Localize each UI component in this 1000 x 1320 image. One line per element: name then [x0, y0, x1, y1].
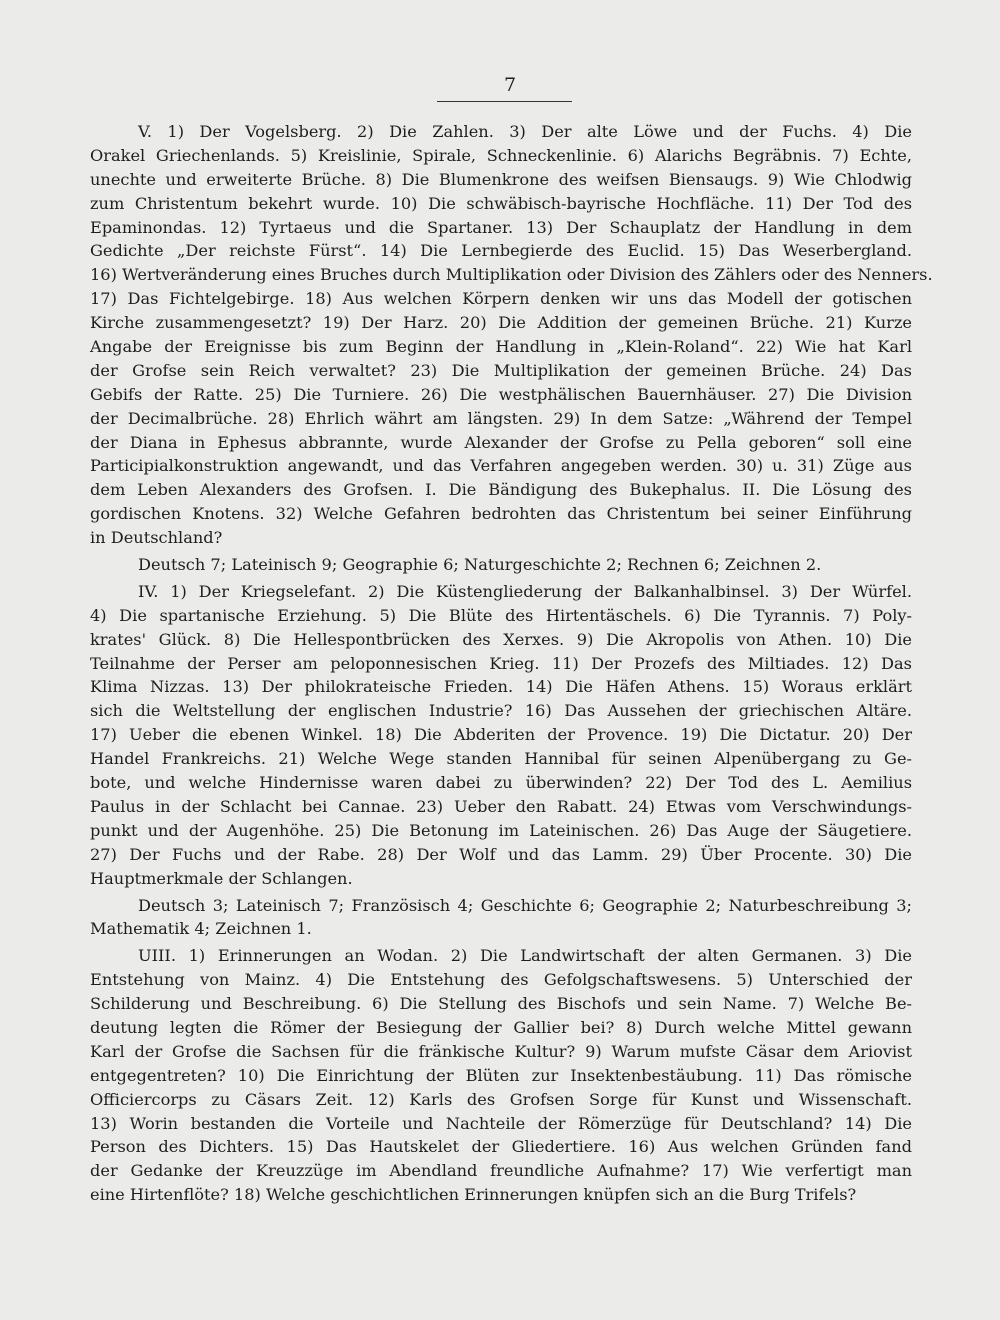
text-line: Teilnahme der Perser am peloponnesischen Krieg. 11) Der Prozefs des Miltiades. 12) Das	[90, 653, 912, 673]
text-line: 16) Wertveränderung eines Bruches durch Multiplikation oder Division des Zählers oder des Nenners.	[90, 265, 933, 285]
text-line: punkt und der Augenhöhe. 25) Die Betonung im Lateinischen. 26) Das Auge der Säugetiere.	[90, 820, 912, 840]
text-line: 17) Ueber die ebenen Winkel. 18) Die Abderiten der Provence. 19) Die Dictatur. 20) Der	[90, 725, 912, 745]
text-line: 13) Worin bestanden die Vorteile und Nachteile der Römerzüge für Deutschland? 14) Die	[90, 1113, 912, 1133]
text-line: Deutsch 7; Lateinisch 9; Geographie 6; Naturgeschichte 2; Rechnen 6; Zeichnen 2.	[138, 555, 822, 575]
text-line: Officiercorps zu Cäsars Zeit. 12) Karls des Grofsen Sorge für Kunst und Wissenschaft.	[90, 1089, 912, 1109]
text-line: 4) Die spartanische Erziehung. 5) Die Blüte des Hirtentäschels. 6) Die Tyrannis. 7) Poly-	[90, 605, 912, 625]
text-line: Paulus in der Schlacht bei Cannae. 23) Ueber den Rabatt. 24) Etwas vom Verschwindungs-	[90, 796, 912, 816]
text-line: Mathematik 4; Zeichnen 1.	[90, 919, 312, 939]
text-line: der Grofse sein Reich verwaltet? 23) Die Multiplikation der gemeinen Brüche. 24) Das	[90, 360, 912, 380]
text-line: in Deutschland?	[90, 528, 223, 548]
paragraph	[90, 553, 912, 577]
text-line: der Diana in Ephesus abbrannte, wurde Alexander der Grofse zu Pella geboren“ soll eine	[90, 432, 912, 452]
text-line: sich die Weltstellung der englischen Industrie? 16) Das Aussehen der griechischen Altäre.	[90, 701, 912, 721]
text-line: der Decimalbrüche. 28) Ehrlich währt am längsten. 29) In dem Satze: „Während der Tempel	[90, 408, 912, 428]
text-line: V. 1) Der Vogelsberg. 2) Die Zahlen. 3) Der alte Löwe und der Fuchs. 4) Die	[138, 122, 912, 141]
text-line: Angabe der Ereignisse bis zum Beginn der Handlung in „Klein-Roland“. 22) Wie hat Karl	[90, 337, 912, 357]
text-line: Entstehung von Mainz. 4) Die Entstehung des Gefolgschaftswesens. 5) Unterschied der	[90, 970, 912, 990]
text-line: Schilderung und Beschreibung. 6) Die Stellung des Bischofs und sein Name. 7) Welche Be-	[90, 994, 912, 1014]
text-line: Kirche zusammengesetzt? 19) Der Harz. 20) Die Addition der gemeinen Brüche. 21) Kurze	[90, 313, 912, 333]
text-line: deutung legten die Römer der Besiegung der Gallier bei? 8) Durch welche Mittel gewann	[90, 1017, 912, 1037]
text-line: Participialkonstruktion angewandt, und das Verfahren angegeben werden. 30) u. 31) Züge aus	[90, 456, 912, 476]
text-line: Handel Frankreichs. 21) Welche Wege standen Hannibal für seinen Alpenübergang zu Ge-	[90, 749, 912, 769]
text-line: Karl der Grofse die Sachsen für die fränkische Kultur? 9) Warum mufste Cäsar dem Ariovist	[90, 1041, 912, 1061]
text-line: unechte und erweiterte Brüche. 8) Die Blumenkrone des weifsen Biensaugs. 9) Wie Chlodwig	[90, 169, 912, 189]
text-line: 27) Der Fuchs und der Rabe. 28) Der Wolf und das Lamm. 29) Über Procente. 30) Die	[90, 844, 912, 864]
text-line: Hauptmerkmale der Schlangen.	[90, 868, 353, 888]
page-number: 7	[503, 74, 517, 96]
text-line: UIII. 1) Erinnerungen an Wodan. 2) Die Landwirtschaft der alten Germanen. 3) Die	[138, 946, 912, 966]
text-line: 17) Das Fichtelgebirge. 18) Aus welchen Körpern denken wir uns das Modell der gotischen	[90, 289, 912, 309]
text-line: bote, und welche Hindernisse waren dabei zu überwinden? 22) Der Tod des L. Aemilius	[90, 773, 912, 793]
text-line: zum Christentum bekehrt wurde. 10) Die schwäbisch-bayrische Hochfläche. 11) Der Tod des	[90, 193, 912, 213]
text-line: Deutsch 3; Lateinisch 7; Französisch 4; Geschichte 6; Geographie 2; Naturbeschreibung 3;	[138, 895, 912, 915]
paragraph	[90, 120, 933, 550]
document-body	[90, 120, 933, 1207]
text-line: Gebifs der Ratte. 25) Die Turniere. 26) Die westphälischen Bauernhäuser. 27) Die Division	[90, 384, 912, 404]
text-line: dem Leben Alexanders des Grofsen. I. Die Bändigung des Bukephalus. II. Die Lösung des	[90, 480, 912, 500]
text-line: Klima Nizzas. 13) Der philokrateische Frieden. 14) Die Häfen Athens. 15) Woraus erklärt	[90, 677, 912, 697]
text-line: IV. 1) Der Kriegselefant. 2) Die Küstengliederung der Balkanhalbinsel. 3) Der Würfel.	[138, 581, 912, 601]
text-line: Epaminondas. 12) Tyrtaeus und die Spartaner. 13) Der Schauplatz der Handlung in dem	[90, 217, 912, 237]
text-line: entgegentreten? 10) Die Einrichtung der Blüten zur Insektenbestäubung. 11) Das römische	[90, 1065, 912, 1085]
paragraph	[90, 944, 912, 1207]
text-line: gordischen Knotens. 32) Welche Gefahren bedrohten das Christentum bei seiner Einführung	[90, 504, 912, 524]
text-line: der Gedanke der Kreuzzüge im Abendland freundliche Aufnahme? 17) Wie verfertigt man	[90, 1161, 912, 1181]
text-line: eine Hirtenflöte? 18) Welche geschichtlichen Erinnerungen knüpfen sich an die Burg Trifels?	[90, 1185, 857, 1205]
text-line: krates' Glück. 8) Die Hellespontbrücken des Xerxes. 9) Die Akropolis von Athen. 10) Die	[90, 629, 912, 649]
header-rule	[437, 101, 572, 102]
text-line: Gedichte „Der reichste Fürst“. 14) Die Lernbegierde des Euclid. 15) Das Weserbergland.	[90, 241, 912, 261]
paragraph	[90, 580, 912, 891]
text-line: Person des Dichters. 15) Das Hautskelet der Gliedertiere. 16) Aus welchen Gründen fand	[90, 1137, 912, 1157]
text-line: Orakel Griechenlands. 5) Kreislinie, Spirale, Schneckenlinie. 6) Alarichs Begräbnis. 7) Echte,	[90, 145, 912, 165]
paragraph	[90, 894, 912, 942]
